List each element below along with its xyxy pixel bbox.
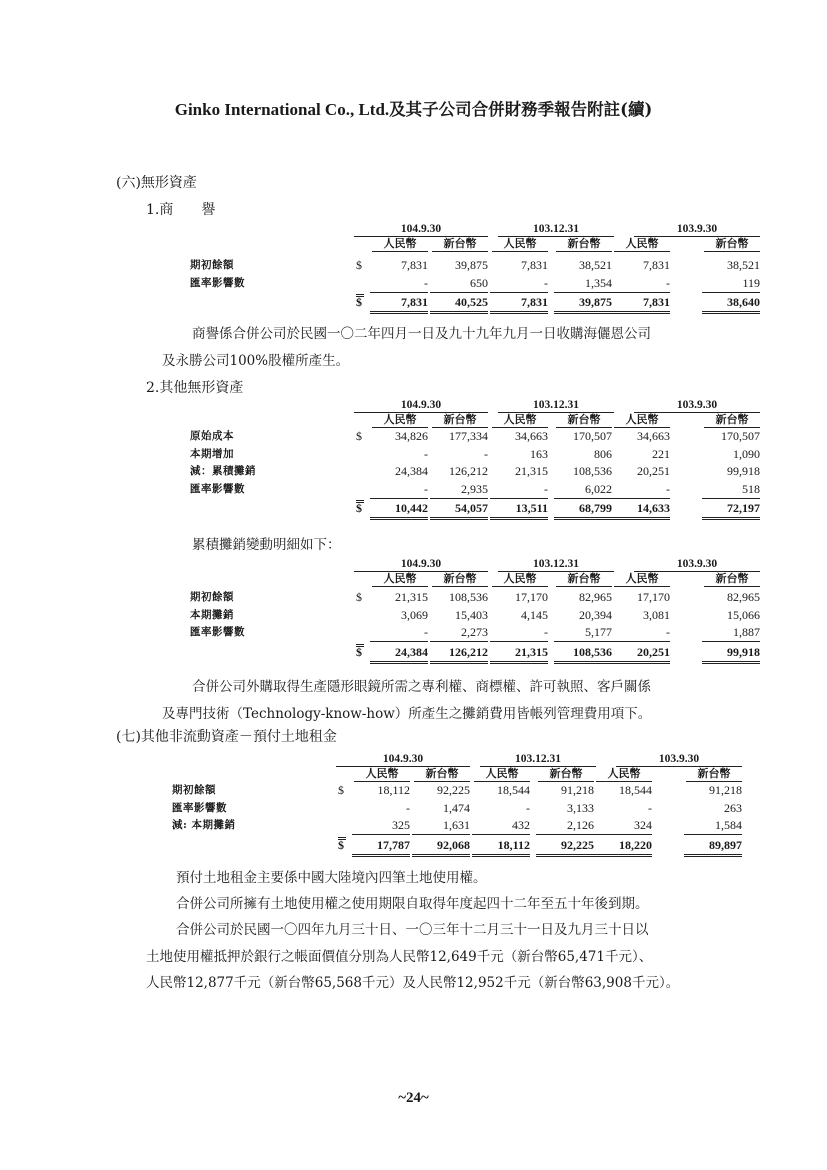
currency-symbol: $: [356, 295, 362, 309]
currency-header: 人民幣: [596, 767, 652, 782]
table-cell: 20,251: [612, 644, 670, 664]
table-cell: 325: [352, 817, 410, 835]
section7-heading: (七)其他非流動資產－預付土地租金: [116, 729, 337, 745]
currency-header: 新台幣: [432, 413, 488, 428]
table-cell: 108,536: [554, 644, 612, 664]
date-header: 104.9.30: [354, 222, 488, 237]
title-chinese: 及其子公司合併財務季報告附註(續): [389, 100, 653, 119]
table-cell: 20,394: [579, 607, 612, 622]
table-cell: 99,918: [702, 644, 760, 664]
total-row: [190, 500, 770, 517]
row-label: 匯率影響數: [190, 626, 245, 638]
table-row: [190, 257, 770, 274]
land-para3-line3: 人民幣12,877千元（新台幣65,568千元）及人民幣12,952千元（新台幣63,908千元）。: [146, 975, 680, 991]
currency-header: 新台幣: [704, 237, 760, 252]
table-cell: 18,220: [594, 837, 652, 857]
goodwill-table: [190, 222, 770, 312]
currency-header: 人民幣: [474, 767, 530, 782]
row-label: 匯率影響數: [172, 801, 227, 814]
date-header: 104.9.30: [336, 752, 470, 767]
table-cell: 163: [530, 446, 548, 461]
land-para3-line2: 土地使用權抵押於銀行之帳面價值分別為人民幣12,649千元（新台幣65,471千元）、: [146, 949, 653, 965]
currency-symbol: $: [356, 590, 362, 604]
table-cell: 7,831: [370, 294, 428, 314]
table-row: [190, 607, 770, 624]
row-label: 本期增加: [190, 447, 234, 460]
table-cell: 39,875: [455, 258, 488, 272]
table-cell: 91,218: [709, 783, 742, 797]
table-cell: 3,081: [643, 607, 670, 622]
table-cell: 92,225: [536, 837, 594, 857]
table-cell: 2,273: [430, 624, 488, 642]
table-cell: 7,831: [643, 258, 670, 272]
row-label: 期初餘額: [172, 784, 216, 796]
table-cell: 18,544: [497, 783, 530, 797]
total-row: [172, 837, 752, 854]
currency-header: 人民幣: [614, 237, 670, 252]
currency-header: 新台幣: [556, 572, 612, 587]
table-cell: 54,057: [430, 500, 488, 520]
table-cell: 1,887: [702, 624, 760, 642]
table-cell: -: [612, 481, 670, 499]
table-cell: 14,633: [612, 500, 670, 520]
total-underline: [356, 644, 364, 647]
date-header: 103.12.31: [480, 752, 596, 767]
currency-symbol: $: [356, 429, 362, 443]
table-cell: 15,403: [455, 607, 488, 622]
table-row: [190, 446, 770, 463]
table-cell: 18,112: [377, 783, 410, 797]
table-cell: 68,799: [554, 500, 612, 520]
total-underline: [338, 837, 346, 840]
table-cell: -: [612, 275, 670, 293]
currency-header: 人民幣: [372, 413, 428, 428]
row-label: 匯率影響數: [190, 276, 245, 289]
table-cell: 91,218: [561, 783, 594, 797]
table-cell: -: [490, 624, 548, 642]
table-cell: 18,544: [619, 783, 652, 797]
table-cell: 263: [724, 800, 742, 815]
table-row: [190, 589, 770, 606]
currency-header: 人民幣: [354, 767, 410, 782]
table-row: [190, 463, 770, 480]
land-para1: 預付土地租金主要係中國大陸境內四筆土地使用權。: [176, 870, 487, 886]
table-cell: 21,315: [515, 464, 548, 478]
currency-header: 新台幣: [538, 767, 594, 782]
land-para2: 合併公司所擁有土地使用權之使用期限自取得年度起四十二年至五十年後到期。: [176, 896, 649, 912]
currency-header: 新台幣: [704, 572, 760, 587]
table-cell: 13,511: [490, 500, 548, 520]
table-cell: 7,831: [401, 258, 428, 272]
table-cell: 7,831: [490, 294, 548, 314]
table-cell: 17,170: [637, 590, 670, 604]
table-cell: 7,831: [521, 258, 548, 272]
table-row: [172, 782, 752, 799]
table-cell: 1,631: [412, 817, 470, 835]
currency-header: 人民幣: [614, 572, 670, 587]
table-cell: 806: [594, 446, 612, 461]
date-header: 103.9.30: [616, 752, 742, 767]
currency-symbol: $: [356, 501, 362, 515]
table-cell: 170,507: [573, 429, 612, 443]
table-cell: 650: [430, 275, 488, 293]
table-cell: 20,251: [637, 464, 670, 478]
table-cell: 72,197: [702, 500, 760, 520]
row-label: 本期攤銷: [190, 608, 234, 621]
table-cell: -: [484, 446, 488, 461]
page-number: ~24~: [398, 1090, 429, 1106]
table-cell: 21,315: [490, 644, 548, 664]
table-cell: 34,826: [395, 429, 428, 443]
currency-header: 人民幣: [492, 572, 548, 587]
row-label: 減: 本期攤銷: [172, 819, 236, 831]
table-cell: -: [648, 800, 652, 815]
currency-header: 新台幣: [686, 767, 742, 782]
title-english: Ginko International Co., Ltd.: [174, 100, 390, 119]
currency-header: 新台幣: [432, 237, 488, 252]
table-cell: 24,384: [395, 464, 428, 478]
table-cell: 17,170: [515, 590, 548, 604]
table-cell: -: [612, 624, 670, 642]
date-header: 103.12.31: [498, 557, 614, 572]
table-cell: 7,831: [612, 294, 670, 314]
table-cell: 170,507: [721, 429, 760, 443]
table-cell: 38,521: [727, 258, 760, 272]
table-cell: -: [490, 275, 548, 293]
currency-header: 人民幣: [614, 413, 670, 428]
table-cell: 2,126: [536, 817, 594, 835]
amortization-heading: 累積攤銷變動明細如下：: [192, 537, 341, 553]
table-cell: 324: [594, 817, 652, 835]
table-row: [190, 624, 770, 641]
total-row: [190, 644, 770, 661]
table-cell: 17,787: [352, 837, 410, 857]
table-cell: 3,133: [567, 800, 594, 815]
table-cell: 10,442: [370, 500, 428, 520]
date-header: 103.12.31: [498, 222, 614, 237]
other-intangibles-heading: 2.其他無形資產: [146, 380, 244, 396]
total-underline: [356, 294, 364, 297]
table-cell: 119: [702, 275, 760, 293]
prepaid-land-table: [172, 752, 752, 862]
table-cell: -: [490, 481, 548, 499]
currency-header: 新台幣: [432, 572, 488, 587]
currency-symbol: $: [338, 783, 344, 797]
table-cell: 4,145: [521, 607, 548, 622]
page-title: [0, 96, 827, 120]
currency-symbol: $: [338, 837, 344, 852]
table-cell: -: [406, 800, 410, 815]
table-cell: 5,177: [554, 624, 612, 642]
table-cell: 82,965: [579, 590, 612, 604]
table-cell: 1,584: [684, 817, 742, 835]
currency-header: 新台幣: [414, 767, 470, 782]
currency-symbol: $: [356, 258, 362, 272]
table-cell: 221: [652, 446, 670, 461]
date-header: 104.9.30: [354, 398, 488, 413]
table-cell: 38,521: [579, 258, 612, 272]
table-cell: -: [526, 800, 530, 815]
total-underline: [356, 500, 364, 503]
table-cell: 1,474: [443, 800, 470, 815]
table-cell: -: [424, 446, 428, 461]
table-cell: 89,897: [684, 837, 742, 857]
land-para3-line1: 合併公司於民國一〇四年九月三十日、一〇三年十二月三十一日及九月三十日以: [176, 922, 649, 938]
date-header: 104.9.30: [354, 557, 488, 572]
table-cell: 177,334: [449, 429, 488, 443]
table-cell: 108,536: [573, 464, 612, 478]
row-label: 匯率影響數: [190, 482, 245, 495]
table-row: [190, 428, 770, 445]
table-cell: 82,965: [727, 590, 760, 604]
currency-header: 人民幣: [492, 413, 548, 428]
row-label: 期初餘額: [190, 259, 234, 271]
table-cell: 6,022: [554, 481, 612, 499]
table-cell: 126,212: [430, 644, 488, 664]
table-cell: 92,225: [437, 783, 470, 797]
table-cell: 24,384: [370, 644, 428, 664]
date-header: 103.12.31: [498, 398, 614, 413]
table-cell: 518: [702, 481, 760, 499]
row-label: 期初餘額: [190, 591, 234, 603]
currency-header: 人民幣: [372, 572, 428, 587]
table-row: [190, 275, 770, 292]
goodwill-note-line2: 及永勝公司100%股權所產生。: [162, 353, 350, 369]
currency-header: 人民幣: [492, 237, 548, 252]
table-cell: 40,525: [430, 294, 488, 314]
table-row: [190, 481, 770, 498]
section6-heading: (六)無形資產: [116, 175, 197, 191]
goodwill-heading: 1.商 譽: [146, 202, 216, 218]
table-cell: 38,640: [702, 294, 760, 314]
table-cell: 3,069: [401, 607, 428, 622]
table-cell: -: [370, 275, 428, 293]
table-cell: 1,090: [733, 446, 760, 461]
currency-symbol: $: [356, 644, 362, 659]
table-cell: 21,315: [395, 590, 428, 604]
table-cell: 15,066: [727, 607, 760, 622]
table-cell: 2,935: [430, 481, 488, 499]
table-cell: -: [370, 481, 428, 499]
table-cell: 1,354: [554, 275, 612, 293]
table-cell: 39,875: [554, 294, 612, 314]
currency-header: 新台幣: [556, 237, 612, 252]
table-cell: 34,663: [637, 429, 670, 443]
row-label: 減：累積攤銷: [190, 465, 256, 477]
table-cell: -: [370, 624, 428, 642]
table-row: [172, 800, 752, 817]
currency-header: 新台幣: [704, 413, 760, 428]
amortization-table: [190, 557, 770, 667]
table-cell: 92,068: [412, 837, 470, 857]
other-intangibles-table: [190, 398, 770, 523]
table-cell: 99,918: [727, 464, 760, 478]
row-label: 原始成本: [190, 430, 234, 442]
date-header: 103.9.30: [634, 398, 760, 413]
table-cell: 18,112: [472, 837, 530, 857]
currency-header: 新台幣: [556, 413, 612, 428]
table-cell: 34,663: [515, 429, 548, 443]
currency-header: 人民幣: [372, 237, 428, 252]
goodwill-note-line1: 商譽係合併公司於民國一〇二年四月一日及九十九年九月一日收購海儷恩公司: [192, 326, 651, 342]
table-cell: 432: [472, 817, 530, 835]
table-cell: 126,212: [449, 464, 488, 478]
table-row: [172, 817, 752, 834]
table-cell: 108,536: [449, 590, 488, 604]
total-row: [190, 294, 770, 311]
intangibles-note-line1: 合併公司外購取得生產隱形眼鏡所需之專利權、商標權、許可執照、客戶關係: [192, 679, 651, 695]
date-header: 103.9.30: [634, 557, 760, 572]
date-header: 103.9.30: [634, 222, 760, 237]
intangibles-note-line2: 及專門技術（Technology-know-how）所產生之攤銷費用皆帳列管理費用項下。: [162, 706, 652, 722]
